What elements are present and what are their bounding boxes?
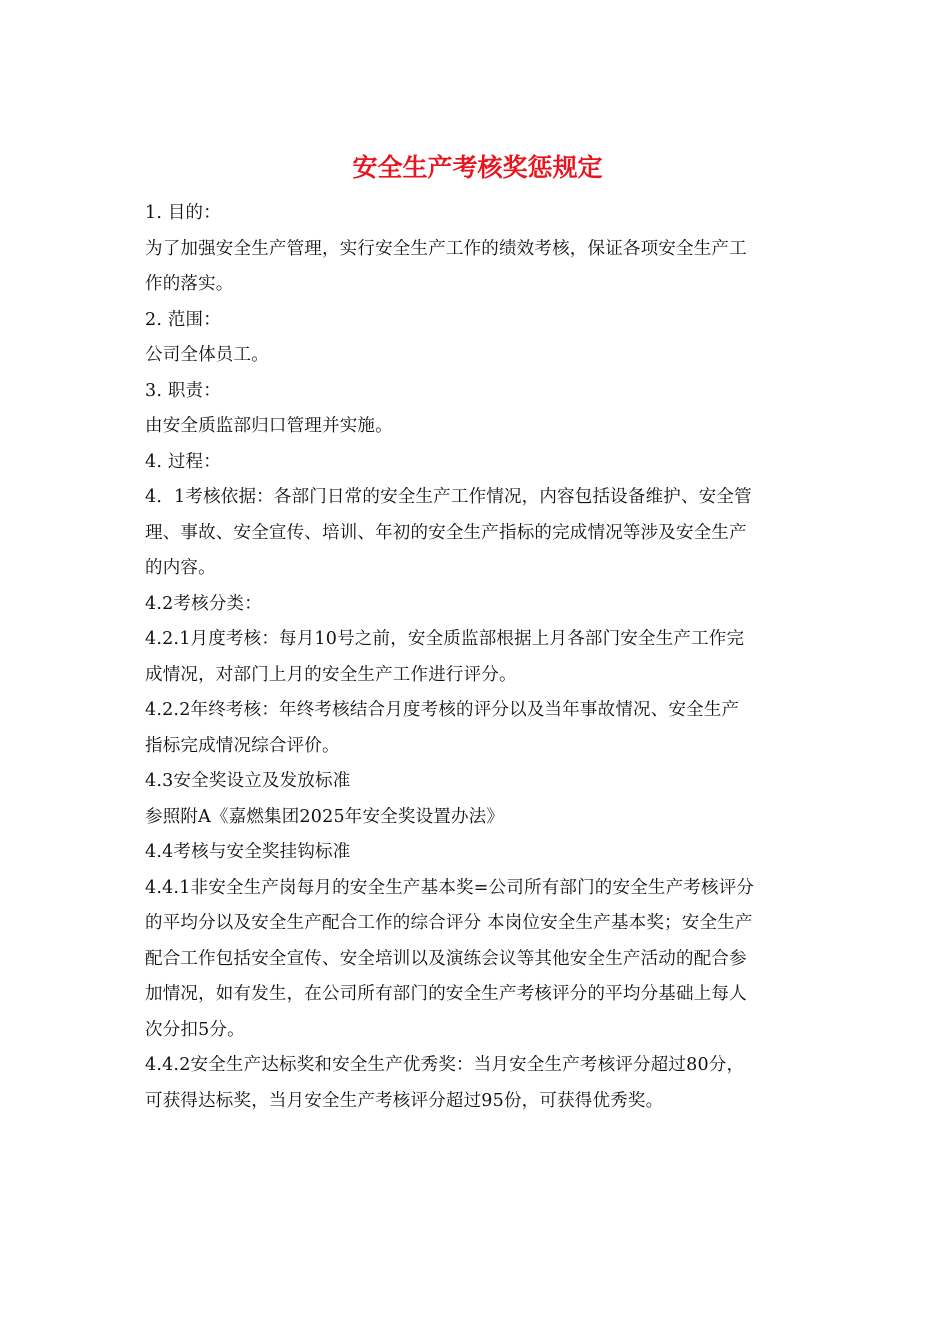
text-line: 4.2.2年终考核：年终考核结合月度考核的评分以及当年事故情况、安全生产 — [145, 700, 740, 720]
text-line: 作的落实。 — [145, 274, 234, 294]
text-line: 4.2考核分类： — [145, 593, 262, 614]
text-line: 4. 过程： — [145, 451, 221, 472]
text-line: 4.2.1月度考核：每月10号之前，安全质监部根据上月各部门安全生产工作完 — [145, 629, 745, 649]
text-line: 可获得达标奖，当月安全生产考核评分超过95份，可获得优秀奖。 — [145, 1090, 664, 1111]
text-line: 4.3安全奖设立及发放标准 — [145, 771, 351, 791]
text-line: 2. 范围： — [145, 309, 221, 330]
text-line: 加情况，如有发生，在公司所有部门的安全生产考核评分的平均分基础上每人 — [145, 984, 747, 1004]
text-line: 为了加强安全生产管理，实行安全生产工作的绩效考核，保证各项安全生产工 — [145, 238, 747, 259]
text-line: 次分扣5分。 — [145, 1019, 245, 1040]
text-line: 公司全体员工。 — [145, 345, 269, 365]
text-line: 4．1考核依据：各部门日常的安全生产工作情况，内容包括设备维护、安全管 — [145, 487, 752, 507]
text-line: 理、事故、安全宣传、培训、年初的安全生产指标的完成情况等涉及安全生产 — [145, 522, 747, 543]
text-line: 1. 目的： — [145, 203, 221, 223]
text-line: 成情况，对部门上月的安全生产工作进行评分。 — [145, 664, 517, 685]
text-line: 参照附A《嘉燃集团2025年安全奖设置办法》 — [145, 806, 505, 827]
document-page — [145, 150, 810, 1119]
text-line: 4.4.1非安全生产岗每月的安全生产基本奖=公司所有部门的安全生产考核评分 — [145, 877, 755, 898]
text-line: 指标完成情况综合评价。 — [145, 735, 340, 756]
text-line: 的平均分以及安全生产配合工作的综合评分 本岗位安全生产基本奖；安全生产 — [145, 913, 753, 933]
text-line: 的内容。 — [145, 558, 216, 578]
text-line: 4.4.2安全生产达标奖和安全生产优秀奖：当月安全生产考核评分超过80分， — [145, 1055, 745, 1075]
text-line: 3. 职责： — [145, 380, 221, 401]
text-line: 配合工作包括安全宣传、安全培训以及演练会议等其他安全生产活动的配合参 — [145, 948, 747, 969]
text-line: 由安全质监部归口管理并实施。 — [145, 416, 393, 436]
text-line: 4.4考核与安全奖挂钩标准 — [145, 842, 351, 862]
document-body — [145, 196, 810, 1119]
document-title: 安全生产考核奖惩规定 — [352, 153, 603, 182]
